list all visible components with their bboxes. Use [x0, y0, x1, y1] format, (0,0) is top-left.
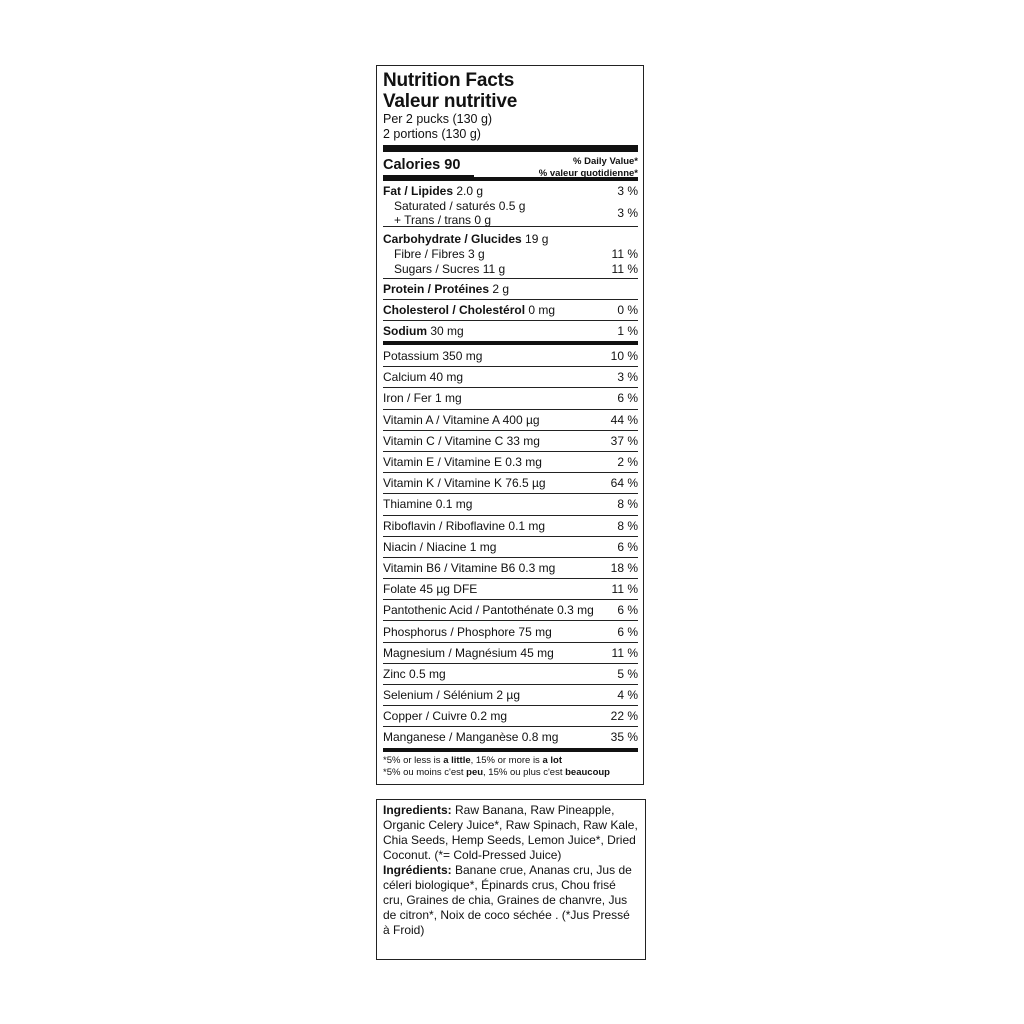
fat-pct: 3 %: [617, 184, 638, 198]
sat-trans-pct: 3 %: [617, 206, 638, 220]
fn-en-c: , 15% or more is: [470, 754, 543, 766]
micronutrient-pct: 10 %: [610, 348, 638, 363]
micronutrient-pct: 11 %: [611, 582, 638, 597]
fn-en-b: a little: [443, 754, 471, 766]
nutrition-facts-panel: [376, 65, 644, 785]
trans-text: + Trans / trans 0 g: [394, 213, 492, 227]
micronutrient-row: [383, 578, 638, 599]
calories-text: Calories: [383, 157, 441, 173]
micronutrient-row: [383, 705, 638, 726]
ingredients-fr-text: Banane crue, Ananas cru, Jus de céleri biologique*, Épinards crus, Chou frisé cru, Graines de chia, Graines de chanvre, Jus de citron*, Noix de coco séchée . (*Jus Pressé à Froid): [383, 863, 632, 937]
micronutrient-pct: 6 %: [617, 539, 638, 554]
micronutrient-pct: 5 %: [617, 666, 638, 681]
title-en: Nutrition Facts: [383, 70, 515, 91]
micronutrient-pct: 18 %: [610, 560, 638, 575]
fn-fr-c: , 15% ou plus c'est: [483, 766, 566, 778]
micronutrient-text: Phosphorus / Phosphore 75 mg: [383, 624, 552, 639]
micronutrient-pct: 4 %: [617, 688, 638, 703]
micronutrient-pct: 35 %: [610, 730, 638, 745]
micronutrient-pct: 11 %: [611, 645, 638, 660]
fn-en-d: a lot: [542, 754, 562, 766]
fn-en-a: *5% or less is: [383, 754, 444, 766]
sodium-amount: 30 mg: [430, 324, 464, 338]
dv-en: % Daily Value*: [573, 156, 638, 167]
sodium-label: Sodium: [383, 324, 427, 338]
micronutrient-row: [383, 557, 638, 578]
micronutrient-text: Selenium / Sélénium 2 µg: [383, 688, 520, 703]
cholesterol-pct: 0 %: [617, 303, 638, 317]
fn-fr-b: peu: [466, 766, 484, 778]
micronutrient-pct: 6 %: [617, 603, 638, 618]
micronutrient-text: Vitamin B6 / Vitamine B6 0.3 mg: [383, 560, 556, 575]
micronutrient-pct: 6 %: [617, 391, 638, 406]
cholesterol-amount: 0 mg: [528, 303, 556, 317]
ingredients-en-label: Ingredients:: [383, 803, 452, 817]
micronutrient-row: [383, 599, 638, 620]
protein-label: Protein / Protéines: [383, 282, 490, 296]
micronutrient-text: Calcium 40 mg: [383, 370, 464, 385]
ingredients-panel: [376, 799, 646, 960]
fibre-text: Fibre / Fibres 3 g: [394, 247, 485, 261]
thick-divider: [383, 145, 638, 152]
micronutrient-pct: 64 %: [610, 476, 638, 491]
micronutrient-row: [383, 345, 638, 366]
micronutrient-row: [383, 642, 638, 663]
fat-label: Fat / Lipides: [383, 184, 454, 198]
micronutrient-text: Riboflavin / Riboflavine 0.1 mg: [383, 518, 546, 533]
ingredients-fr-label: Ingrédients:: [383, 863, 452, 877]
micronutrient-text: Zinc 0.5 mg: [383, 666, 446, 681]
protein-amount: 2 g: [492, 282, 510, 296]
micronutrient-row: [383, 726, 638, 747]
calories-value: 90: [444, 157, 461, 173]
micronutrient-pct: 22 %: [610, 709, 638, 724]
micronutrient-text: Pantothenic Acid / Pantothénate 0.3 mg: [383, 603, 594, 618]
calories-row: [383, 153, 638, 177]
micronutrient-text: Folate 45 µg DFE: [383, 582, 478, 597]
micronutrient-text: Vitamin C / Vitamine C 33 mg: [383, 433, 540, 448]
sat-trans-row: [383, 199, 638, 227]
micronutrient-list: [383, 345, 638, 748]
fat-group: [383, 181, 638, 226]
fat-amount: 2.0 g: [456, 184, 484, 198]
micronutrient-text: Potassium 350 mg: [383, 348, 483, 363]
sodium-pct: 1 %: [617, 324, 638, 338]
ingredients-fr: [383, 863, 639, 938]
micronutrient-text: Copper / Cuivre 0.2 mg: [383, 709, 508, 724]
micronutrient-text: Thiamine 0.1 mg: [383, 497, 473, 512]
fn-fr-a: *5% ou moins c'est: [383, 766, 467, 778]
carb-amount: 19 g: [525, 232, 549, 246]
micronutrient-row: [383, 536, 638, 557]
micronutrient-text: Niacin / Niacine 1 mg: [383, 539, 497, 554]
ingredients-en-text: Raw Banana, Raw Pineapple, Organic Celery Juice*, Raw Spinach, Raw Kale, Chia Seeds, Hemp Seeds, Lemon Juice*, Dried Coconut. (*= Cold-Pressed Juice): [383, 803, 638, 862]
calories-label: [383, 153, 474, 174]
cholesterol-label: Cholesterol / Cholestérol: [383, 303, 526, 317]
micronutrient-pct: 6 %: [617, 624, 638, 639]
micronutrient-text: Vitamin A / Vitamine A 400 µg: [383, 412, 540, 427]
micronutrient-pct: 3 %: [617, 370, 638, 385]
footnote: [383, 752, 638, 779]
sugars-pct: 11 %: [611, 262, 638, 276]
carb-label: Carbohydrate / Glucides: [383, 232, 522, 246]
footnote-fr: [383, 767, 638, 779]
serving-fr: 2 portions (130 g): [383, 127, 481, 141]
micronutrient-row: [383, 663, 638, 684]
micronutrient-text: Manganese / Manganèse 0.8 mg: [383, 730, 559, 745]
micronutrient-text: Magnesium / Magnésium 45 mg: [383, 645, 554, 660]
micronutrient-row: [383, 451, 638, 472]
micronutrient-text: Iron / Fer 1 mg: [383, 391, 462, 406]
micronutrient-row: [383, 430, 638, 451]
micronutrient-pct: 37 %: [610, 433, 638, 448]
fn-fr-d: beaucoup: [565, 766, 610, 778]
micronutrient-text: Vitamin K / Vitamine K 76.5 µg: [383, 476, 546, 491]
saturated-text: Saturated / saturés 0.5 g: [394, 199, 526, 213]
micronutrient-pct: 8 %: [617, 497, 638, 512]
micronutrient-row: [383, 515, 638, 536]
micronutrient-pct: 44 %: [610, 412, 638, 427]
micronutrient-row: [383, 387, 638, 408]
sodium-row: [383, 320, 638, 341]
daily-value-header: [539, 153, 638, 177]
protein-row: [383, 278, 638, 299]
fibre-row: [383, 247, 638, 262]
micronutrient-text: Vitamin E / Vitamine E 0.3 mg: [383, 455, 542, 470]
micronutrient-row: [383, 472, 638, 493]
carb-row: [383, 227, 638, 247]
micronutrient-pct: 2 %: [617, 455, 638, 470]
title-fr: Valeur nutritive: [383, 91, 518, 112]
carb-group: [383, 226, 638, 278]
serving-en: Per 2 pucks (130 g): [383, 112, 493, 126]
micronutrient-row: [383, 493, 638, 514]
sugars-text: Sugars / Sucres 11 g: [394, 262, 506, 276]
footnote-en: [383, 755, 638, 767]
calories-underline: [383, 175, 474, 179]
micronutrient-row: [383, 620, 638, 641]
micronutrient-row: [383, 366, 638, 387]
fibre-pct: 11 %: [611, 247, 638, 261]
sugars-row: [383, 262, 638, 277]
micronutrient-row: [383, 684, 638, 705]
ingredients-en: [383, 803, 639, 863]
dv-fr: % valeur quotidienne*: [538, 168, 638, 179]
micronutrient-row: [383, 409, 638, 430]
fat-row: [383, 181, 638, 199]
micronutrient-pct: 8 %: [617, 518, 638, 533]
cholesterol-row: [383, 299, 638, 320]
